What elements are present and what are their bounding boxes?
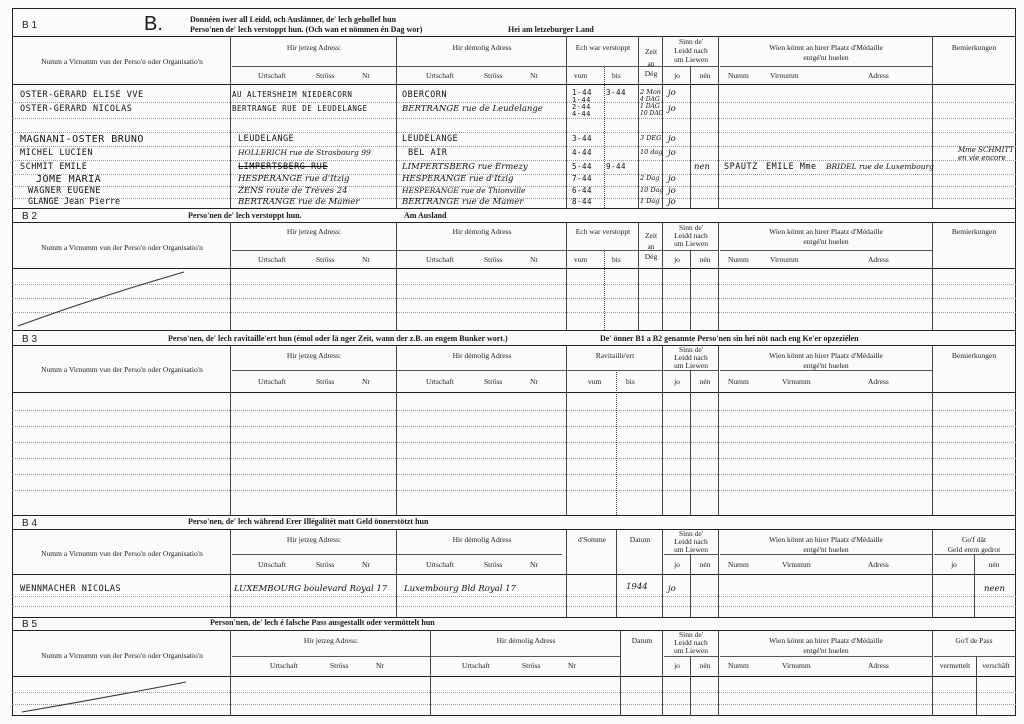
row-alive: jo [668,584,676,594]
row-from: 2-44 [572,103,591,111]
hdr-witness2: entgé'nt huelen [803,646,849,655]
row-current-addr: BERTRANGE RUE DE LEUDELANGE [232,104,368,113]
hdr-numm: Numm [728,255,749,264]
hdr-ortschaft-2: Urtschaft [426,560,454,569]
section-code-b4: B 4 [22,518,38,529]
hdr-ortschaft: Urtschaft [258,560,286,569]
hdr-jo: jo [674,661,680,670]
row-from: 3-44 [572,134,593,143]
hdr-leidd: Leidd nach [674,46,708,55]
hdr-an: an [647,59,655,68]
hdr-sinn: Sinn de' [678,529,704,538]
hdr-strooss: Ströss [316,255,335,264]
hdr-strooss-2: Ströss [522,661,541,670]
hdr-strooss: Ströss [316,377,335,386]
row-alive: jo [668,88,676,98]
hdr-witness2: entgé'nt huelen [803,545,849,554]
hdr-nr-2: Nr [530,377,538,386]
row-not-alive: nen [694,162,710,172]
hdr-ortschaft-2: Urtschaft [426,255,454,264]
row-time: 2 Dag [640,174,660,182]
hdr-from: vum [588,377,602,386]
row-alive: jo [668,148,676,158]
section-code-b5: B 5 [22,619,38,630]
row-date: 1944 [626,582,648,592]
hdr-adress: Adress [868,661,889,670]
hdr-name: Numm a Virnumm vun der Perso'n oder Organisatio'n [41,651,203,660]
form-letter: B. [144,13,163,35]
row-former-addr: OBERCORN [402,90,447,100]
hdr-jo: jo [674,255,680,264]
hdr-to: bis [612,71,621,80]
hdr-liewen: um Liewen [674,55,708,64]
row-current-addr: LUXEMBOURG boulevard Royal 17 [234,584,388,594]
hdr-former-addr: Hir démolig Adress [452,351,512,360]
hdr-name: Numm a Virnumm vun der Perso'n oder Organisatio'n [41,57,203,66]
hdr-virnumm: Virnumm [770,255,799,264]
hdr-former-addr: Hir démolig Adress [452,227,512,236]
row-time: 10 Dag [640,186,664,194]
row-returned: neen [984,584,1006,594]
hdr-adress: Adress [868,377,889,386]
row-former-addr: BERTRANGE rue de Mamer [402,197,524,207]
hdr-nen: nén [699,377,711,386]
hdr-ortschaft-2: Urtschaft [426,377,454,386]
hdr-adress: Adress [868,255,889,264]
hdr-remarks: Bemierkungen [951,43,997,52]
hdr-nr: Nr [362,255,370,264]
row-from: 1-44 [572,88,593,97]
strike-line [14,676,214,716]
row-former-addr: HESPERANGE rue de Thionville [402,186,526,195]
row-time: 10 dag [640,148,663,156]
b1-title-line2: Perso'nen de' lech verstoppt hun. (Och wan et nömmen én Dag wor) [190,25,423,34]
hdr-date: Datum [631,636,653,645]
section-code-b1: B 1 [22,20,38,31]
hdr-name: Numm a Virnumm vun der Perso'n oder Organisatio'n [41,549,203,558]
hdr-witness: Wien könnt an hirer Plaatz d'Médaille [769,351,883,360]
row-alive: jo [668,174,676,184]
row-time: 1 Dag [640,197,660,205]
row-former-addr: BEL AIR [408,148,448,158]
row-former-addr: LIMPERTSBERG rue Ermezy [402,162,528,172]
hdr-from: vum [574,255,588,264]
hdr-nr-2: Nr [530,255,538,264]
row-alive: jo [668,186,676,196]
hdr-adress: Adress [868,560,889,569]
hdr-ortschaft: Urtschaft [258,71,286,80]
b2-title: Perso'nen de' lech verstoppt hun. [188,211,302,220]
hdr-remarks: Bemierkungen [951,351,997,360]
hdr-an: an [647,242,655,251]
row-current-addr: LIMPERTSBERG RUE [238,162,328,172]
witness-name: SPAUTZ [724,162,758,172]
row-from: 5-44 [572,162,593,171]
hdr-ortschaft: Urtschaft [270,661,298,670]
row-from: 4-44 [572,110,591,118]
hdr-virnumm: Virnumm [782,661,811,670]
hdr-nr-2: Nr [568,661,576,670]
row-name: MICHEL LUCIEN [20,148,94,158]
witness-addr: BRIDEL rue de Luxembourg [826,162,934,171]
b1-title-line3: Hei am letzeburger Land [508,25,594,34]
b4-title: Perso'nen, de' lech während Erer Illégalitét matt Geld önnerstötzt hun [188,517,429,526]
hdr-adress: Adress [868,71,889,80]
row-former-addr: BERTRANGE rue de Leudelange [402,104,543,114]
hdr-witness2: entgé'nt huelen [803,53,849,62]
hdr-ortschaft: Urtschaft [258,377,286,386]
hdr-sinn: Sinn de' [678,37,704,46]
row-to: 9-44 [606,162,627,171]
hdr-ortschaft-2: Urtschaft [426,71,454,80]
section-code-b2: B 2 [22,211,38,222]
hdr-verschaft: verschâft [982,661,1010,670]
hdr-former-addr: Hir démolig Adress [496,636,556,645]
hdr-name: Numm a Virnumm vun der Perso'n oder Organisatio'n [41,243,203,252]
hdr-nr-2: Nr [530,560,538,569]
row-current-addr: BERTRANGE rue de Mamer [238,197,360,207]
hdr-leidd: Leidd nach [674,353,708,362]
hdr-jo: jo [674,560,680,569]
row-current-addr: HOLLERICH rue de Strasbourg 99 [238,148,371,157]
hdr-nen: nén [699,560,711,569]
hdr-gof: Go'f dât [961,535,987,544]
row-from: 4-44 [572,148,593,157]
row-name: GLANGE Jean Pierre [28,197,121,207]
row-from: 8-44 [572,197,593,206]
strike-line [14,268,214,330]
row-time: 2 Mon [640,88,661,96]
hdr-ortschaft: Urtschaft [258,255,286,264]
row-former-addr: HESPERANGE rue d'Itzig [402,174,514,184]
hdr-nen: nén [988,560,1000,569]
hdr-former-addr: Hir démolig Adress [452,43,512,52]
hdr-nr-2: Nr [530,71,538,80]
hdr-nen: nén [699,71,711,80]
hdr-nr: Nr [362,560,370,569]
hdr-nr: Nr [376,661,384,670]
b5-title: Person'nen, de' lech é falsche Pass ausgestallt oder vermöttelt hun [210,618,435,627]
hdr-gof2: Geld erem gedrot [947,545,1001,554]
hdr-current-addr: Hir jetzeg Adress: [286,227,342,236]
hdr-nr: Nr [362,377,370,386]
hdr-strooss-2: Ströss [484,255,503,264]
hdr-numm: Numm [728,560,749,569]
hdr-time: Zeit [644,47,658,56]
hdr-from: vum [574,71,588,80]
row-time: 4 DAG [640,96,660,103]
row-name: JOME MARIA [36,174,102,185]
row-former-addr: Luxembourg Bld Royal 17 [404,584,516,594]
hdr-witness: Wien könnt an hirer Plaatz d'Médaille [769,227,883,236]
hdr-current-addr: Hir jetzeg Adress: [286,43,342,52]
hdr-former-addr: Hir démolig Adress [452,535,512,544]
hdr-current-addr: Hir jetzeg Adress: [286,351,342,360]
hdr-leidd: Leidd nach [674,537,708,546]
row-current-addr: AU ALTERSHEIM NIEDERCORN [232,90,353,99]
hdr-sinn: Sinn de' [678,630,704,639]
row-time: 1 DAG [640,103,660,110]
row-from: 1-44 [572,96,591,104]
row-name: MAGNANI-OSTER BRUNO [20,134,144,145]
remark-text: Mme SCHMITT en vie encore [958,146,1014,163]
b2-title2: Am Ausland [404,211,447,220]
row-time: 10 DAG [640,110,664,117]
hdr-virnumm: Virnumm [782,560,811,569]
hdr-ravitaillert: Ravitaille'ert [595,351,635,360]
row-alive: jo [668,104,676,114]
hdr-witness: Wien könnt an hirer Plaatz d'Médaille [769,535,883,544]
witness-first: EMILE Mme [766,162,817,172]
hdr-jo: jo [951,560,957,569]
hdr-days: Dég [644,69,658,78]
hdr-virnumm: Virnumm [782,377,811,386]
hdr-leidd: Leidd nach [674,231,708,240]
hdr-current-addr: Hir jetzeg Adress: [286,535,342,544]
hdr-vermettelt: vermettelt [939,661,971,670]
hdr-virnumm: Virnumm [770,71,799,80]
hdr-ortschaft-2: Urtschaft [462,661,490,670]
hdr-nen: nén [699,661,711,670]
row-name: WAGNER EUGENE [28,186,102,196]
hdr-liewen: um Liewen [674,239,708,248]
hdr-nen: nén [699,255,711,264]
hdr-numm: Numm [728,71,749,80]
hdr-current-addr: Hir jetzeg Adress: [303,636,359,645]
hdr-witness: Wien könnt an hirer Plaatz d'Médaille [769,636,883,645]
hdr-liewen: um Liewen [674,646,708,655]
hdr-strooss: Ströss [316,71,335,80]
hdr-witness2: entgé'nt huelen [803,237,849,246]
hdr-liewen: um Liewen [674,361,708,370]
b3-title: Perso'nen, de' lech ravitaille'ert hun (émol oder lä nger Zeit, wann der z.B. an engem Bunker wort.) [168,334,508,343]
row-former-addr: LEUDELANGE [402,134,459,144]
hdr-to: bis [626,377,635,386]
hdr-date: Datum [629,535,651,544]
hdr-strooss: Ströss [330,661,349,670]
hdr-remarks: Bemierkungen [951,227,997,236]
row-current-addr: HESPERANGE rue d'Itzig [238,174,350,184]
hdr-jo: jo [674,71,680,80]
hdr-time: Zeit [644,231,658,240]
row-current-addr: ZENS route de Trèves 24 [238,186,348,196]
hdr-sinn: Sinn de' [678,223,704,232]
hdr-witness2: entgé'nt huelen [803,361,849,370]
hdr-nr: Nr [362,71,370,80]
row-time: 3 DEG [640,134,662,142]
hdr-numm: Numm [728,377,749,386]
hdr-jo: jo [674,377,680,386]
section-code-b3: B 3 [22,334,38,345]
hdr-pass: Go'f de Pass [955,636,993,645]
hdr-witness: Wien könnt an hirer Plaatz d'Médaille [769,43,883,52]
hdr-to: bis [612,255,621,264]
hdr-hidden: Ech war verstoppt [575,43,631,52]
hdr-strooss-2: Ströss [484,560,503,569]
hdr-numm: Numm [728,661,749,670]
hdr-strooss: Ströss [316,560,335,569]
row-from: 6-44 [572,186,593,195]
hdr-sum: d'Somme [577,535,607,544]
row-name: SCHMIT EMILE [20,162,88,172]
hdr-sinn: Sinn de' [678,345,704,354]
row-alive: jo [668,197,676,207]
hdr-strooss-2: Ströss [484,71,503,80]
row-from: 7-44 [572,174,593,183]
row-name: OSTER-GERARD ELISE VVE [20,90,144,100]
b3-title2: De' önner B1 a B2 genannte Perso'nen sin hei nöt nach eng Ke'er opzeziélen [600,334,859,343]
hdr-days: Dég [644,252,658,261]
b1-title-line1: Donnéen iwer all Leidd, och Auslänner, de' lech gehollef hun [190,15,397,24]
hdr-strooss-2: Ströss [484,377,503,386]
hdr-name: Numm a Virnumm vun der Perso'n oder Organisatio'n [41,365,203,374]
row-alive: jo [668,134,676,144]
row-name: WENNMACHER NICOLAS [20,584,122,594]
hdr-liewen: um Liewen [674,545,708,554]
hdr-hidden: Ech war verstoppt [575,227,631,236]
hdr-leidd: Leidd nach [674,638,708,647]
row-to: 3-44 [606,88,627,97]
row-current-addr: LEUDELANGE [238,134,295,144]
row-name: OSTER-GERARD NICOLAS [20,104,133,114]
